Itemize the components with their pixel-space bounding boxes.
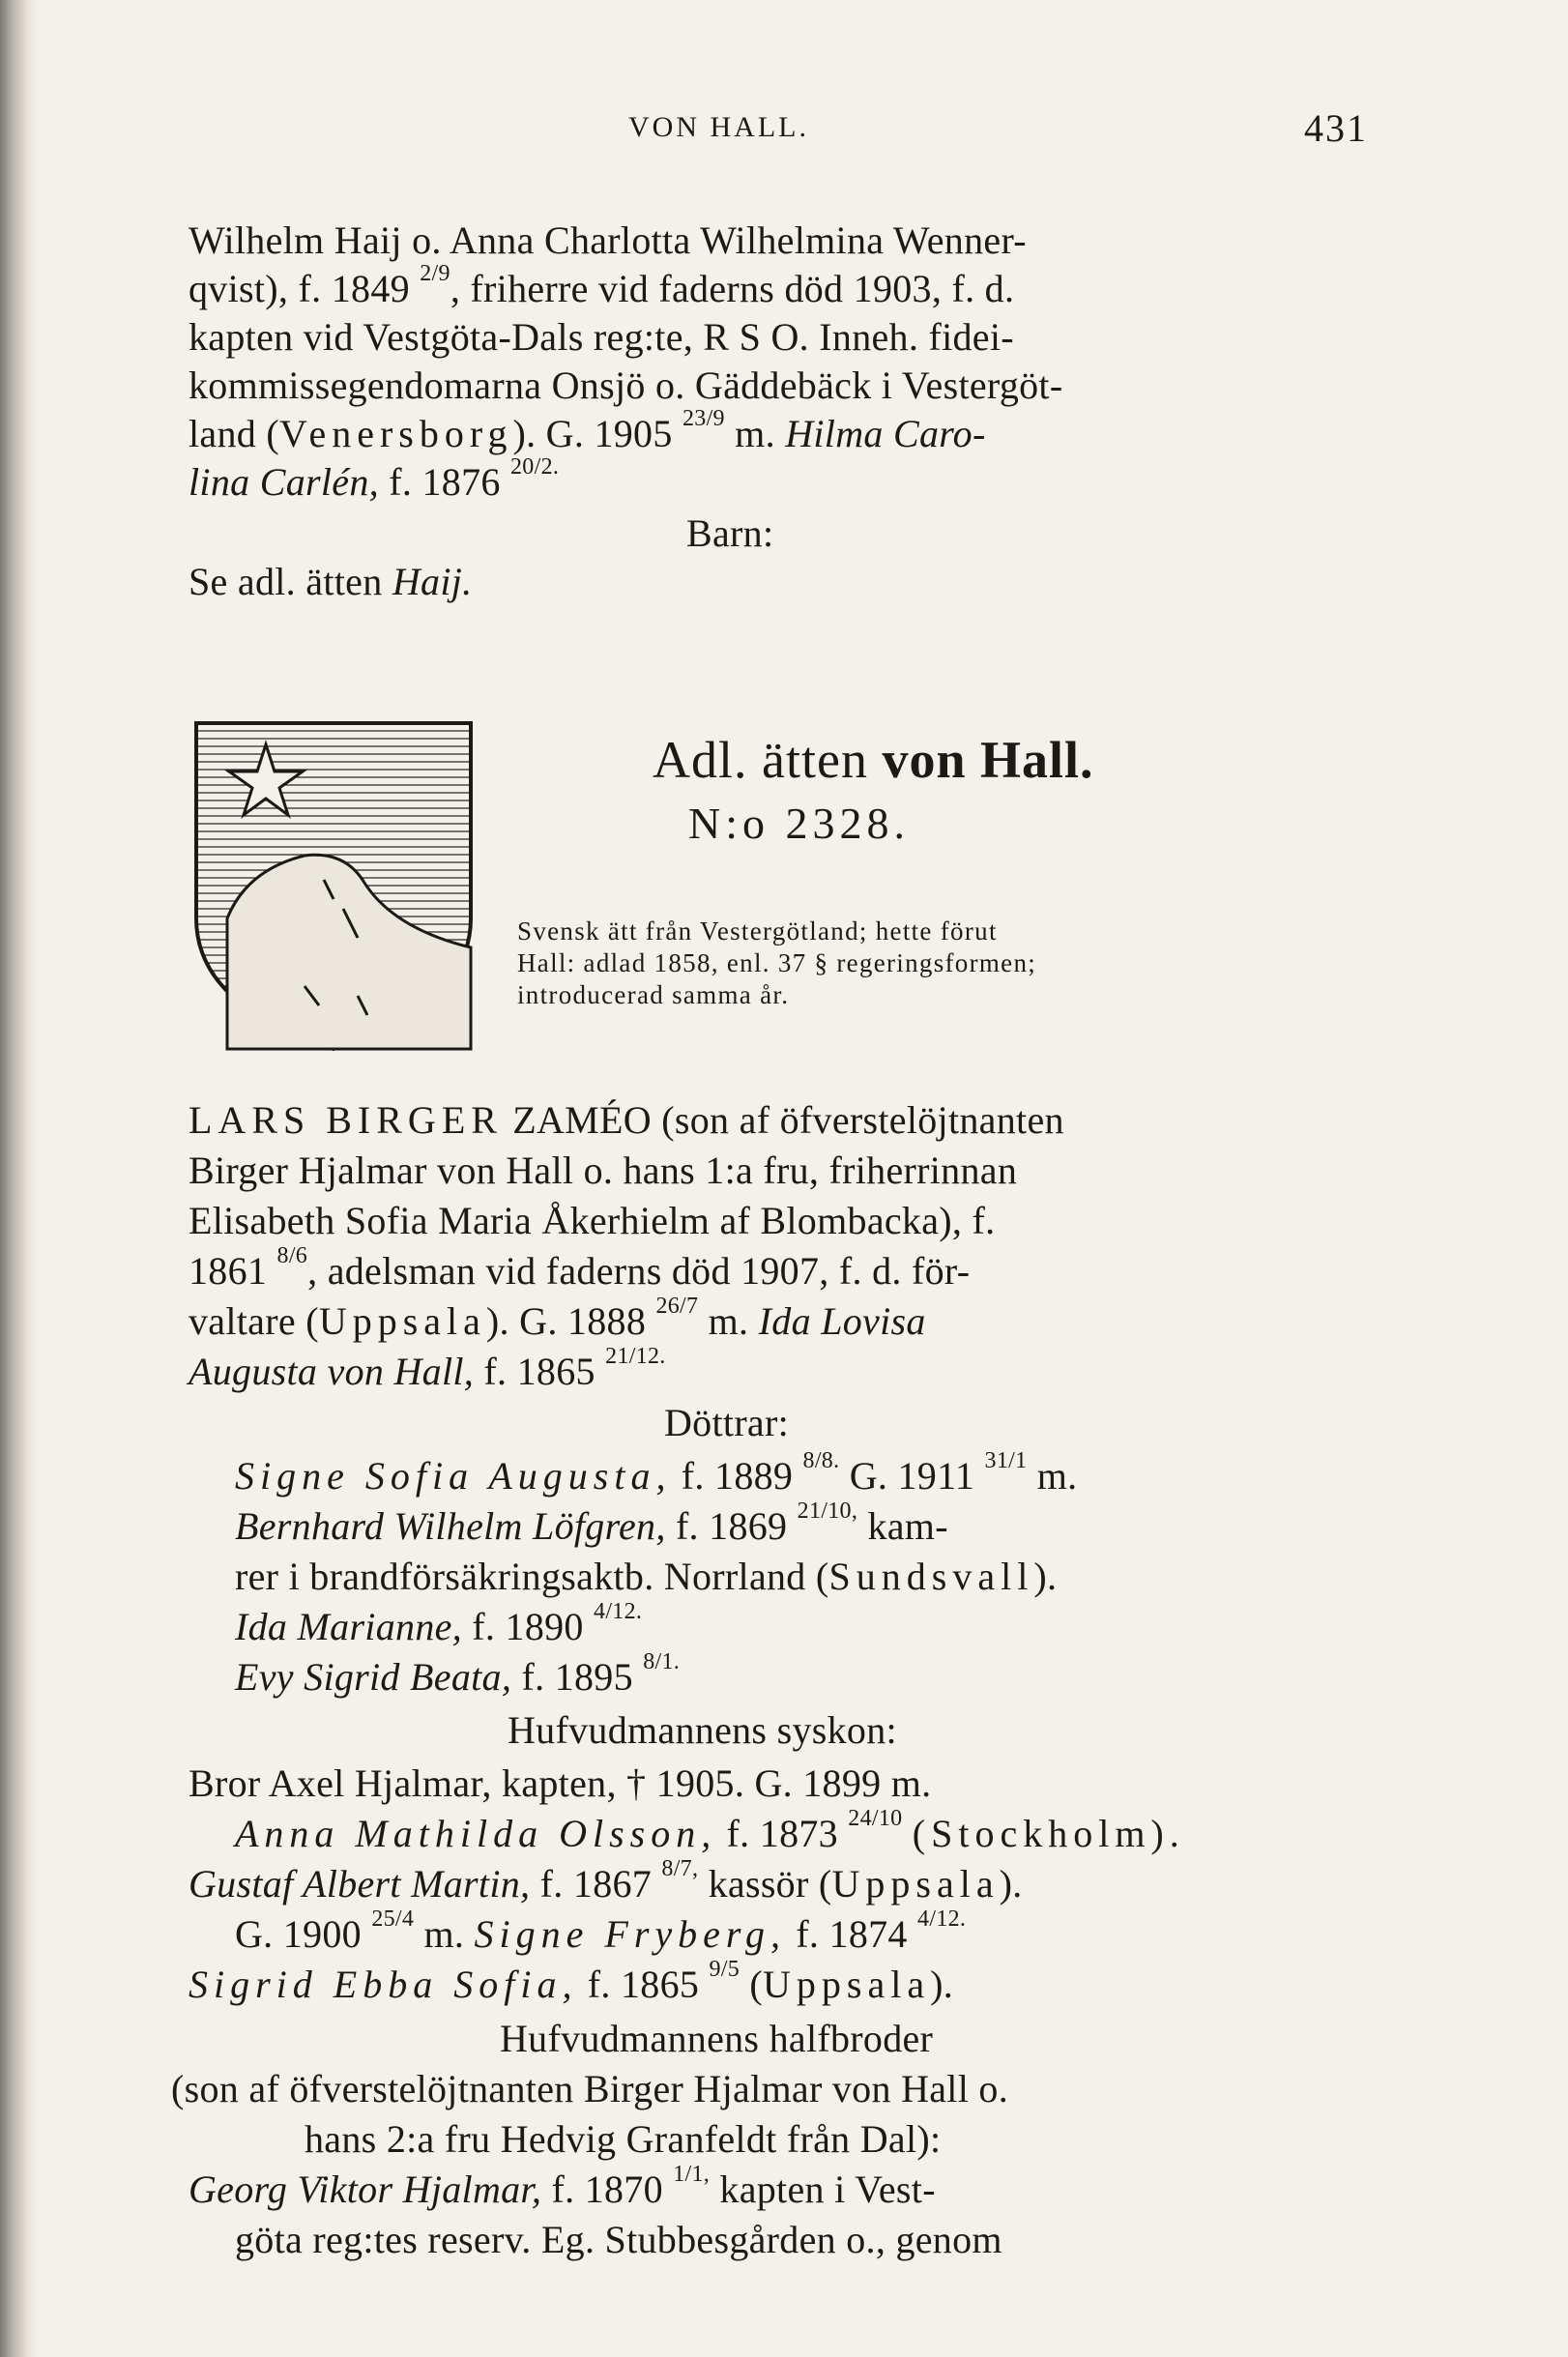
main-line-5: valtare (Uppsala). G. 1888 $^{26/7}$ m. Ida Lovisa	[189, 1294, 926, 1343]
syskon-label: Hufvudmannens syskon:	[508, 1708, 897, 1752]
running-title: VON HALL.	[628, 111, 809, 143]
family-desc-line-2: Hall: adlad 1858, enl. 37 § regeringsformen;	[517, 948, 1037, 977]
sibling-2-line-1: Gustaf Albert Martin, f. 1867 $^{8/7,}$ kassör (Uppsala).	[189, 1856, 1023, 1906]
halfbroder-line-1: (son af öfverstelöjtnanten Birger Hjalmar von Hall o.	[171, 2067, 1009, 2110]
entry1-line-2: qvist), f. 1849 $^{2/9}$, friherre vid faderns död 1903, f. d.	[189, 261, 1015, 310]
entry1-line-6: lina Carlén, f. 1876 $^{20/2.}$	[189, 454, 560, 504]
sibling-1-line-2: Anna Mathilda Olsson, f. 1873 $^{24/10}$ (Stockholm).	[235, 1806, 1185, 1855]
sibling-1-line-1: Bror Axel Hjalmar, kapten, † 1905. G. 1899 m.	[189, 1761, 932, 1805]
running-header	[189, 102, 1368, 160]
daughter-1-line-3: rer i brandförsäkringsaktb. Norrland (Sundsvall).	[235, 1555, 1058, 1598]
book-spine-shadow	[0, 0, 37, 2357]
halfbroder-line-3: Georg Viktor Hjalmar, f. 1870 $^{1/1,}$ kapten i Vest-	[189, 2162, 936, 2211]
daughter-1-line-2: Bernhard Wilhelm Löfgren, f. 1869 $^{21/10,}$ kam-	[235, 1499, 948, 1548]
barn-label: Barn:	[686, 511, 774, 555]
main-head-line: LARS BIRGER ZAMÉO (son af öfverstelöjtnanten	[189, 1098, 1064, 1142]
page-number: 431	[1304, 106, 1368, 150]
main-line-2: Birger Hjalmar von Hall o. hans 1:a fru, friherrinnan	[189, 1149, 1018, 1192]
family-number: N:o 2328.	[688, 799, 910, 848]
sibling-2-line-2: G. 1900 $^{25/4}$ m. Signe Fryberg, f. 1874 $^{4/12.}$	[235, 1906, 967, 1956]
se-adl-line: Se adl. ätten Haij.	[189, 560, 473, 603]
sibling-3-line: Sigrid Ebba Sofia, f. 1865 $^{9/5}$ (Uppsala).	[189, 1957, 954, 2006]
family-title: Adl. ätten von Hall.	[653, 731, 1094, 789]
main-line-3: Elisabeth Sofia Maria Åkerhielm af Blombacka), f.	[189, 1199, 996, 1242]
coat-of-arms	[189, 715, 479, 1056]
entry1-line-3: kapten vid Vestgöta-Dals reg:te, R S O. Inneh. fidei-	[189, 315, 1014, 359]
halfbroder-line-2: hans 2:a fru Hedvig Granfeldt från Dal):	[305, 2117, 942, 2161]
family-desc-line-1: Svensk ätt från Vestergötland; hette förut	[517, 917, 998, 946]
main-line-4: 1861 $^{8/6}$, adelsman vid faderns död 1907, f. d. för-	[189, 1243, 971, 1293]
halfbroder-line-4: göta reg:tes reserv. Eg. Stubbesgården o., genom	[235, 2218, 1002, 2261]
family-desc-line-3: introducerad samma år.	[517, 980, 790, 1009]
main-line-6: Augusta von Hall, f. 1865 $^{21/12.}$	[189, 1344, 666, 1393]
coat-of-arms-image	[189, 715, 479, 1056]
entry1-line-1: Wilhelm Haij o. Anna Charlotta Wilhelmina Wenner-	[189, 218, 1027, 262]
entry1-line-5: land (Venersborg). G. 1905 $^{23/9}$ m. Hilma Caro-	[189, 406, 986, 455]
daughter-2-line: Ida Marianne, f. 1890 $^{4/12.}$	[235, 1599, 643, 1648]
dottrar-label: Döttrar:	[664, 1401, 790, 1444]
daughter-1-line-1: Signe Sofia Augusta, f. 1889 $^{8/8.}$ G. 1911 $^{31/1}$ m.	[235, 1448, 1078, 1498]
daughter-3-line: Evy Sigrid Beata, f. 1895 $^{8/1.}$	[235, 1649, 681, 1699]
entry1-line-4: kommissegendomarna Onsjö o. Gäddebäck i Vestergöt-	[189, 364, 1063, 407]
halfbroder-label: Hufvudmannens halfbroder	[500, 2017, 934, 2060]
